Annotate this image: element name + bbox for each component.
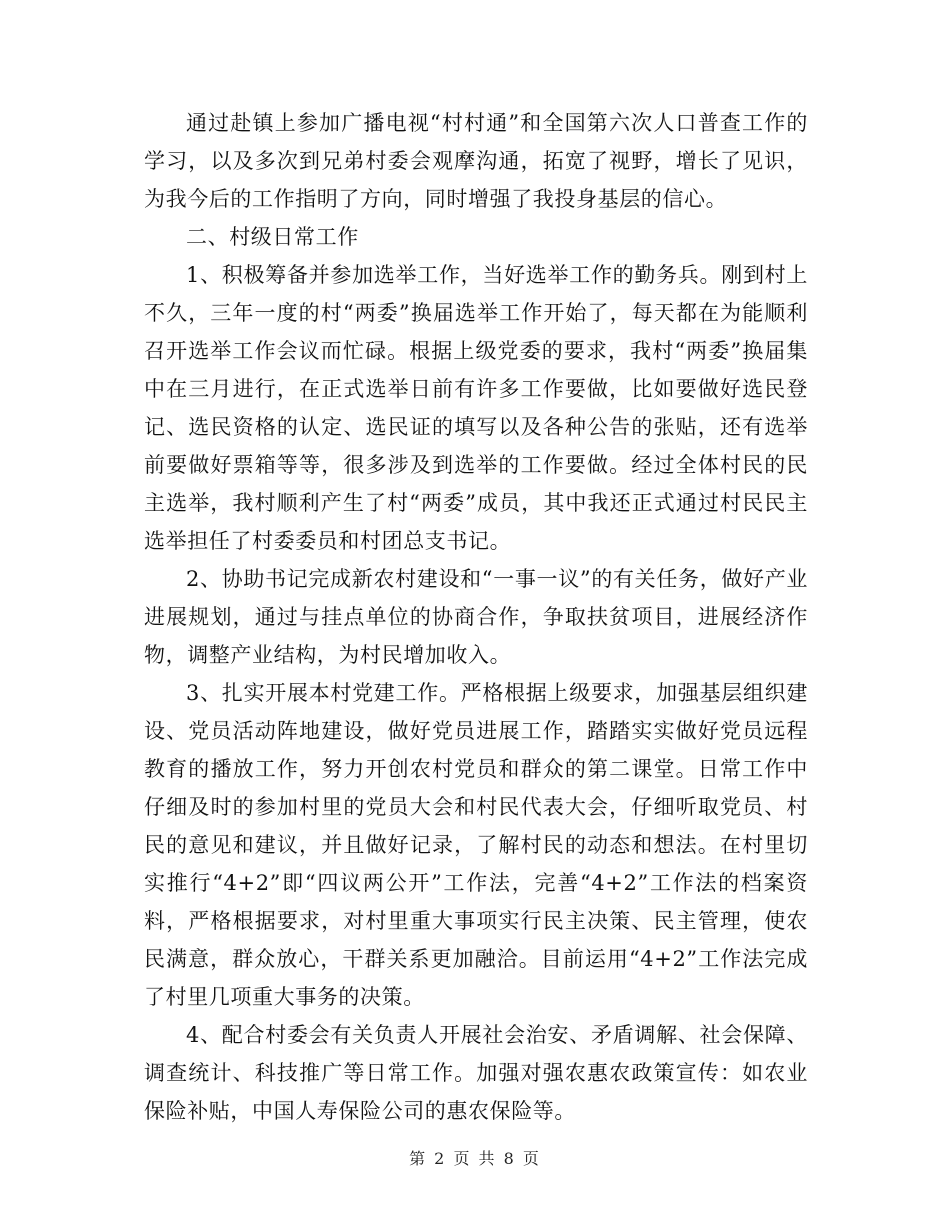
document-body bbox=[144, 104, 808, 1130]
page-footer: 第 2 页 共 8 页 bbox=[409, 1149, 541, 1168]
paragraph-1: 通过赴镇上参加广播电视“村村通”和全国第六次人口普查工作的学习，以及多次到兄弟村委会观摩沟通，拓宽了视野，增长了见识，为我今后的工作指明了方向，同时增强了我投身基层的信心。 bbox=[144, 111, 808, 211]
paragraph-4: 3、扎实开展本村党建工作。严格根据上级要求，加强基层组织建设、党员活动阵地建设，做好党员进展工作，踏踏实实做好党员远程教育的播放工作，努力开创农村党员和群众的第二课堂。日常工作中仔细及时的参加村里的党员大会和村民代表大会，仔细听取党员、村民的意见和建议，并且做好记录，了解村民的动态和想法。在村里切实推行“4+2”即“四议两公开”工作法，完善“4+2”工作法的档案资料，严格根据要求，对村里重大事项实行民主决策、民主管理，使农民满意，群众放心，干群关系更加融洽。目前运用“4+2”工作法完成了村里几项重大事务的决策。 bbox=[144, 681, 808, 1009]
paragraph-5: 4、配合村委会有关负责人开展社会治安、矛盾调解、社会保障、调查统计、科技推广等日常工作。加强对强农惠农政策宣传：如农业保险补贴，中国人寿保险公司的惠农保险等。 bbox=[144, 1023, 808, 1123]
paragraph-2: 1、积极筹备并参加选举工作，当好选举工作的勤务兵。刚到村上不久，三年一度的村“两委”换届选举工作开始了，每天都在为能顺利召开选举工作会议而忙碌。根据上级党委的要求，我村“两委”换届集中在三月进行，在正式选举日前有许多工作要做，比如要做好选民登记、选民资格的认定、选民证的填写以及各种公告的张贴，还有选举前要做好票箱等等，很多涉及到选举的工作要做。经过全体村民的民主选举，我村顺利产生了村“两委”成员，其中我还正式通过村民民主选举担任了村委委员和村团总支书记。 bbox=[144, 263, 808, 553]
section-heading: 二、村级日常工作 bbox=[186, 225, 359, 249]
paragraph-3: 2、协助书记完成新农村建设和“一事一议”的有关任务，做好产业进展规划，通过与挂点单位的协商合作，争取扶贫项目，进展经济作物，调整产业结构，为村民增加收入。 bbox=[144, 567, 808, 667]
